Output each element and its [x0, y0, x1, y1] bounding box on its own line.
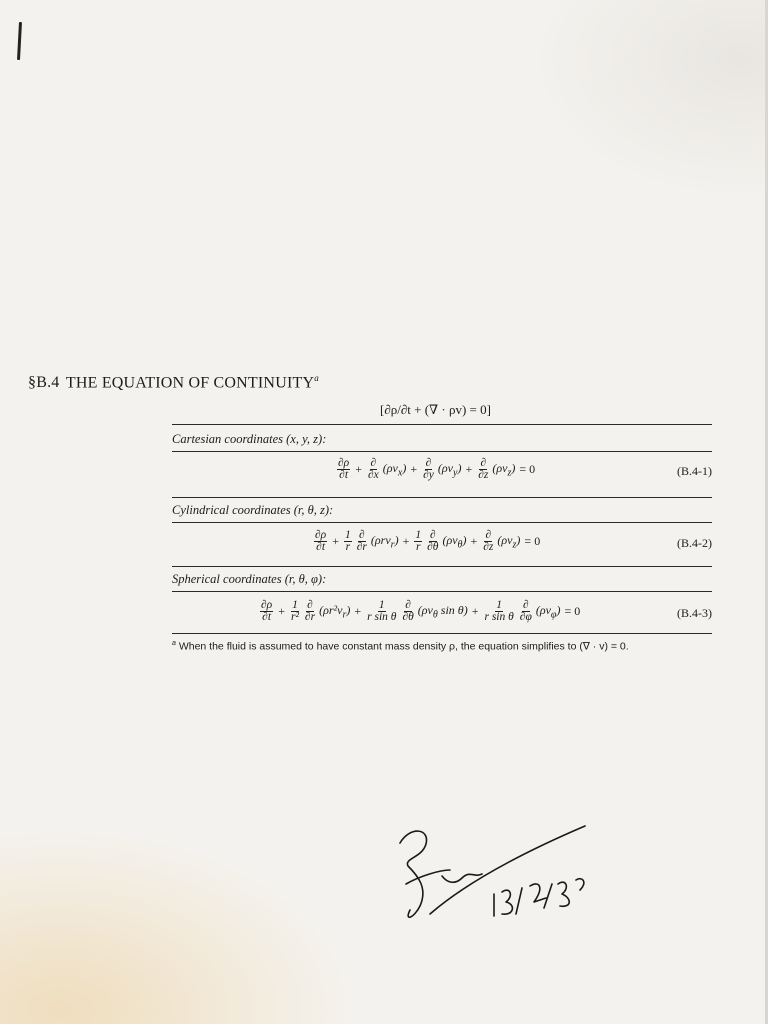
- table-rule: [172, 522, 712, 523]
- cylindrical-label: Cylindrical coordinates (r, θ, z):: [172, 503, 334, 517]
- table-rule-bottom: [172, 633, 712, 634]
- table-rule-top: [172, 424, 712, 425]
- footnote-text: When the fluid is assumed to have constant mass density ρ, the equation simplifies to (∇ · v) = 0.: [178, 640, 629, 653]
- spherical-label: Spherical coordinates (r, θ, φ):: [172, 572, 327, 586]
- handwritten-signature: [390, 818, 600, 938]
- equation-number-2: (B.4-2): [677, 536, 712, 550]
- equation-number-3: (B.4-3): [677, 606, 712, 620]
- general-equation: [∂ρ/∂t + (∇ · ρv) = 0]: [380, 402, 491, 417]
- equation-cylindrical: $\frac{\partial\rho}{\partial t}$ + $\frac{1}{r}$ $\frac{\partial}{\partial r}$ (ρrv$_r$) + $\frac{1}{r}$ $\frac{\partial}{\partial\theta}$ $(\rho v_\theta)$ + $\frac{\partial}{\partial z}$ $(\rho v_z)$ = 0: [315, 529, 541, 553]
- cartesian-label: Cartesian coordinates (x, y, z):: [172, 432, 327, 446]
- footnote-marker: a: [172, 640, 176, 647]
- section-title: THE EQUATION OF CONTINUITY: [65, 374, 315, 392]
- table-rule: [172, 497, 712, 498]
- footnote: [172, 640, 629, 653]
- table-rule: [172, 451, 712, 452]
- section-number: §B.4: [28, 374, 60, 392]
- table-rule: [172, 591, 712, 592]
- equation-number-1: (B.4-1): [677, 464, 712, 478]
- equation-spherical: $\frac{\partial\rho}{\partial t}$ + $\frac{1}{\text{r²}}$ $\frac{\partial}{\partial r}$ $(\rho r^2v_r)$ + $\frac{1}{\text{r sin θ}}$ $\frac{\partial}{\partial\theta}$ ($\rho v_\theta$ sin θ) + $\frac{1}{\text{r sin θ}}$ $\frac{\partial}{\partial\varphi}$ $(\rho v_\varphi)$ = 0: [261, 599, 581, 623]
- equation-cartesian: $\frac{\partial\rho}{\partial t}$ + $\frac{\partial}{\partial x}$ $(\rho v_x)$ + $\frac{\partial}{\partial y}$ $(\rho v_y)$ + $\frac{\partial}{\partial z}$ $(\rho v_z)$ = 0: [338, 457, 536, 481]
- section-heading: [28, 373, 319, 392]
- margin-mark: [17, 22, 22, 60]
- section-footnote-marker: a: [314, 373, 319, 383]
- table-rule: [172, 566, 712, 567]
